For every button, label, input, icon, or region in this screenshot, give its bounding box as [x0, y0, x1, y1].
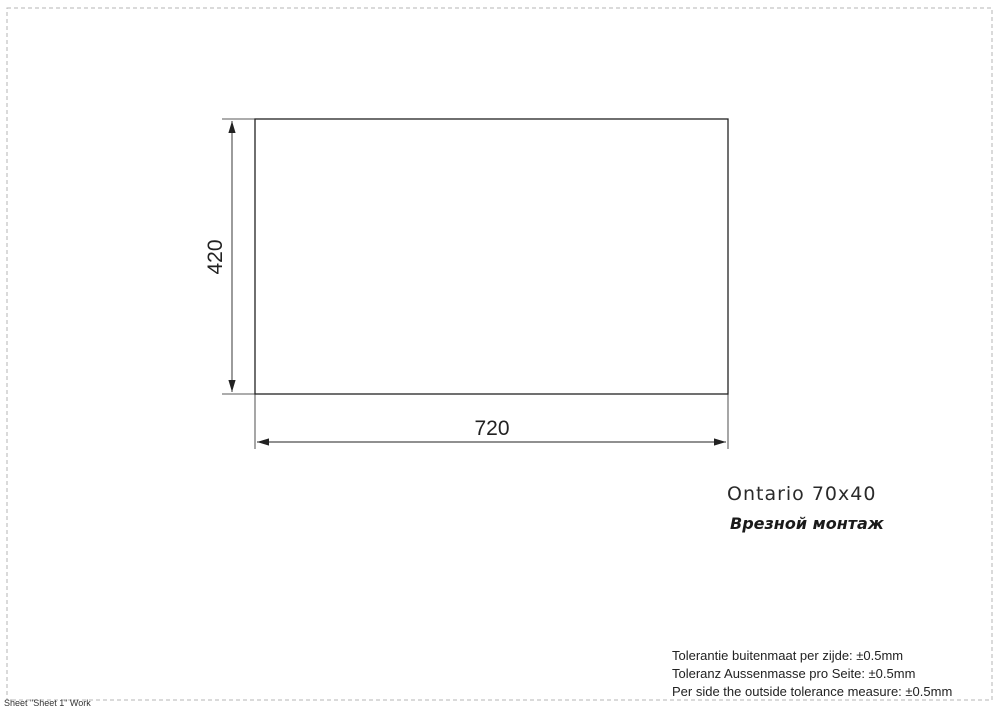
height-dimension-label: 420 [204, 239, 227, 275]
sheet-border [7, 8, 992, 700]
width-dimension-label: 720 [474, 417, 510, 440]
tolerance-note-nl: Tolerantie buitenmaat per zijde: ±0.5mm [672, 648, 904, 663]
sheet-label: Sheet "Sheet 1" Work [4, 698, 91, 708]
model-name: Ontario 70x40 [727, 483, 877, 505]
mounting-type: Врезной монтаж [730, 514, 884, 533]
tolerance-note-en: Per side the outside tolerance measure: ±0.5mm [672, 684, 953, 699]
sink-cutout-outline [255, 119, 728, 394]
height-dimension [204, 119, 255, 394]
tolerance-note-de: Toleranz Aussenmasse pro Seite: ±0.5mm [672, 666, 916, 681]
width-dimension [255, 394, 728, 449]
